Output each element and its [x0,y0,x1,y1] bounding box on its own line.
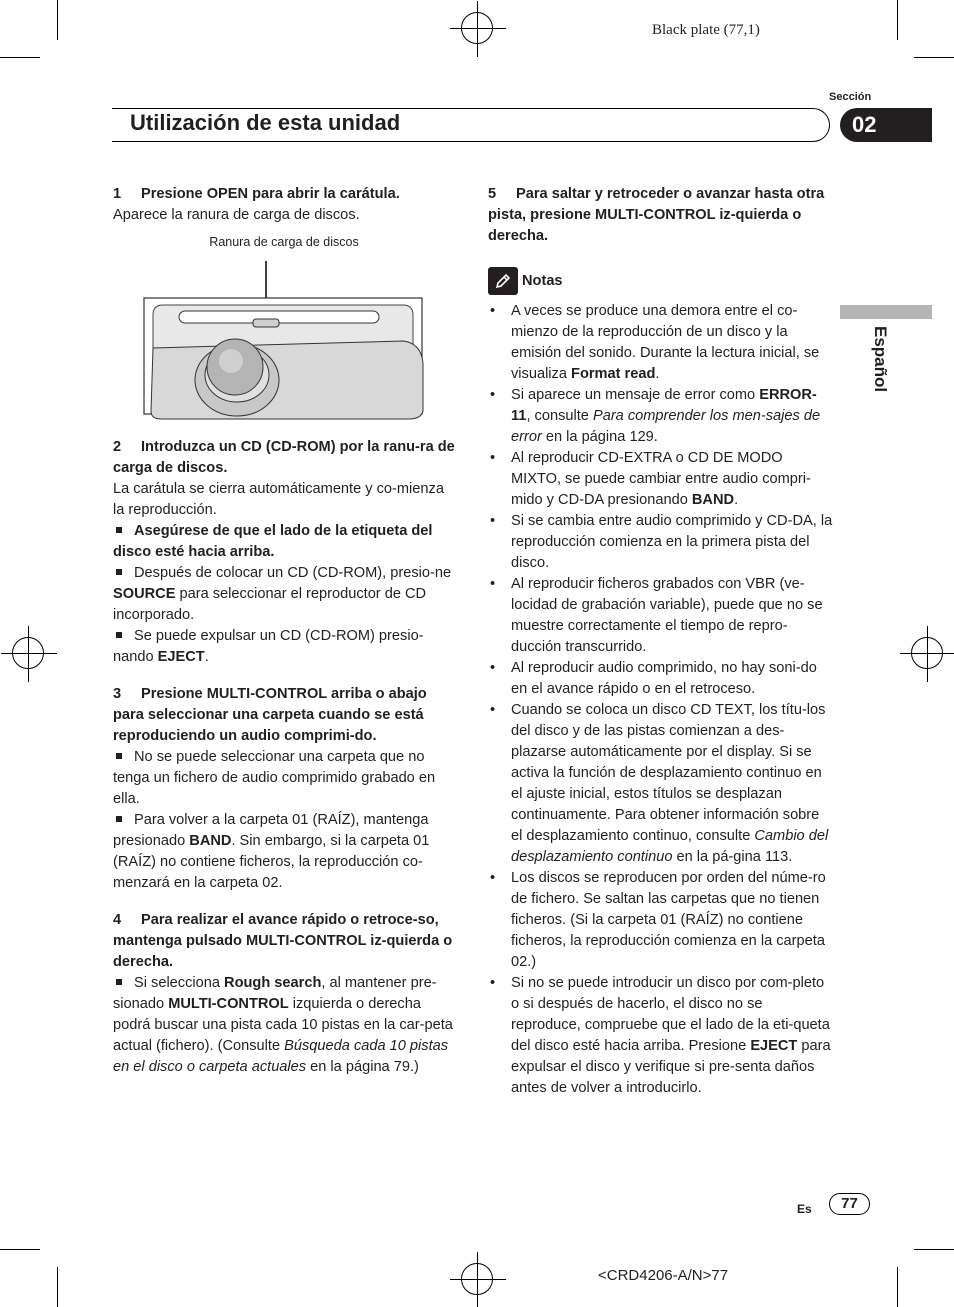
disc-slot-figure [113,253,458,421]
step-2-bullet-1: Asegúrese de que el lado de la etiqueta del disco esté hacia arriba. [113,523,433,560]
page-title: Utilización de esta unidad [130,110,401,135]
registration-mark-icon [461,12,493,44]
left-column [113,184,458,1078]
step-3-bullet-2: Para volver a la carpeta 01 (RAÍZ), mantenga presionado BAND. Sin embargo, si la carpeta 01 (RAÍZ) no contiene ficheros, la reproducción co-menzará en la carpeta 02. [113,812,430,891]
step-2-body: La carátula se cierra automáticamente y co-mienza la reproducción. [113,481,444,518]
bullet-square-icon [116,632,122,638]
head-unit-illustration [113,253,458,421]
note-item: • Al reproducir CD-EXTRA o CD DE MODO MIXTO, se puede cambiar entre audio compri-mido y CD-DA presionando BAND. [488,448,833,511]
crop-mark [57,0,58,40]
note-item: • Al reproducir ficheros grabados con VBR (ve-locidad de grabación variable), puede que no se muestre correctamente el tiempo de repro-ducción transcurrido. [488,574,833,658]
language-tab: Español [871,326,890,393]
crop-mark [914,57,954,58]
note-item: • Los discos se reproducen por orden del núme-ro de fichero. Se saltan las carpetas que no tienen ficheros. (Si la carpeta 01 (RAÍZ) no contiene ficheros, la reproducción comienza en la carpeta 02.) [488,868,833,973]
crop-mark [897,1267,898,1307]
step-1-title: 1 Presione OPEN para abrir la carátula. [113,186,400,202]
notes-heading [488,267,833,295]
crop-mark [0,57,40,58]
bullet-square-icon [116,979,122,985]
notes-label: Notas [522,272,563,289]
crop-mark [0,1249,40,1250]
step-3-bullet-1: No se puede seleccionar una carpeta que no tenga un fichero de audio comprimido grabado en ella. [113,749,436,807]
bullet-square-icon [116,569,122,575]
step-2-bullet-3: Se puede expulsar un CD (CD-ROM) presio-nando EJECT. [113,628,424,665]
note-item: • A veces se produce una demora entre el co-mienzo de la reproducción de un disco y la emisión del sonido. Durante la lectura inicial, se visualiza Format read. [488,301,833,385]
bullet-square-icon [116,527,122,533]
registration-mark-icon [12,637,44,669]
step-3-title: 3 Presione MULTI-CONTROL arriba o abajo para seleccionar una carpeta cuando se está reproduciendo un audio comprimi-do. [113,686,427,744]
note-item: • Si no se puede introducir un disco por com-pleto o si después de hacerlo, el disco no se reproduce, compruebe que el lado de la eti-queta del disco esté hacia arriba. Presione EJECT para expulsar el disco y verifique si pre-senta daños antes de volver a introducirlo. [488,973,833,1099]
bullet-square-icon [116,753,122,759]
right-column [488,184,833,1099]
plate-label: Black plate (77,1) [652,22,760,38]
registration-mark-icon [461,1263,493,1295]
step-4-bullet-1: Si selecciona Rough search, al mantener pre-sionado MULTI-CONTROL izquierda o derecha podrá buscar una pista cada 10 pistas en la car-peta actual (fichero). (Consulte Búsqueda cada 10 pistas en el disco o carpeta actuales en la página 79.) [113,975,453,1075]
step-4-title: 4 Para realizar el avance rápido o retroce-so, mantenga pulsado MULTI-CONTROL iz-quierda o derecha. [113,912,453,970]
note-item: • Al reproducir audio comprimido, no hay soni-do en el avance rápido o en el retroceso. [488,658,833,700]
page-number: 77 [829,1193,870,1215]
pencil-note-icon [488,267,518,295]
note-item: • Cuando se coloca un disco CD TEXT, los títu-los del disco y de las pistas comienzan a des-plazarse automáticamente por el display. Si se activa la función de desplazamiento continuo en el ajuste inicial, estos títulos se desplazan continuamente. Para obtener información sobre el desplazamiento continuo, consulte Cambio del desplazamiento continuo en la pá-gina 113. [488,700,833,868]
step-5-title: 5 Para saltar y retroceder o avanzar hasta otra pista, presione MULTI-CONTROL iz-quierda o derecha. [488,186,825,244]
note-item: • Si se cambia entre audio comprimido y CD-DA, la reproducción comienza en la primera pista del disco. [488,511,833,574]
document-code: <CRD4206-A/N>77 [598,1267,729,1284]
section-number-badge: 02 [840,108,932,142]
bullet-square-icon [116,816,122,822]
crop-mark [914,1249,954,1250]
note-item: • Si aparece un mensaje de error como ERROR-11, consulte Para comprender los men-sajes de error en la página 129. [488,385,833,448]
figure-label: Ranura de carga de discos [209,235,359,249]
step-2-bullet-2: Después de colocar un CD (CD-ROM), presio-ne SOURCE para seleccionar el reproductor de CD incorporado. [113,565,452,623]
notes-list [488,301,833,1099]
language-tab-bar [840,305,932,319]
section-label: Sección [829,91,872,103]
crop-mark [897,0,898,40]
step-1-body: Aparece la ranura de carga de discos. [113,207,360,223]
crop-mark [57,1267,58,1307]
registration-mark-icon [911,637,943,669]
step-2-title: 2 Introduzca un CD (CD-ROM) por la ranu-ra de carga de discos. [113,439,455,476]
language-code: Es [797,1202,812,1216]
